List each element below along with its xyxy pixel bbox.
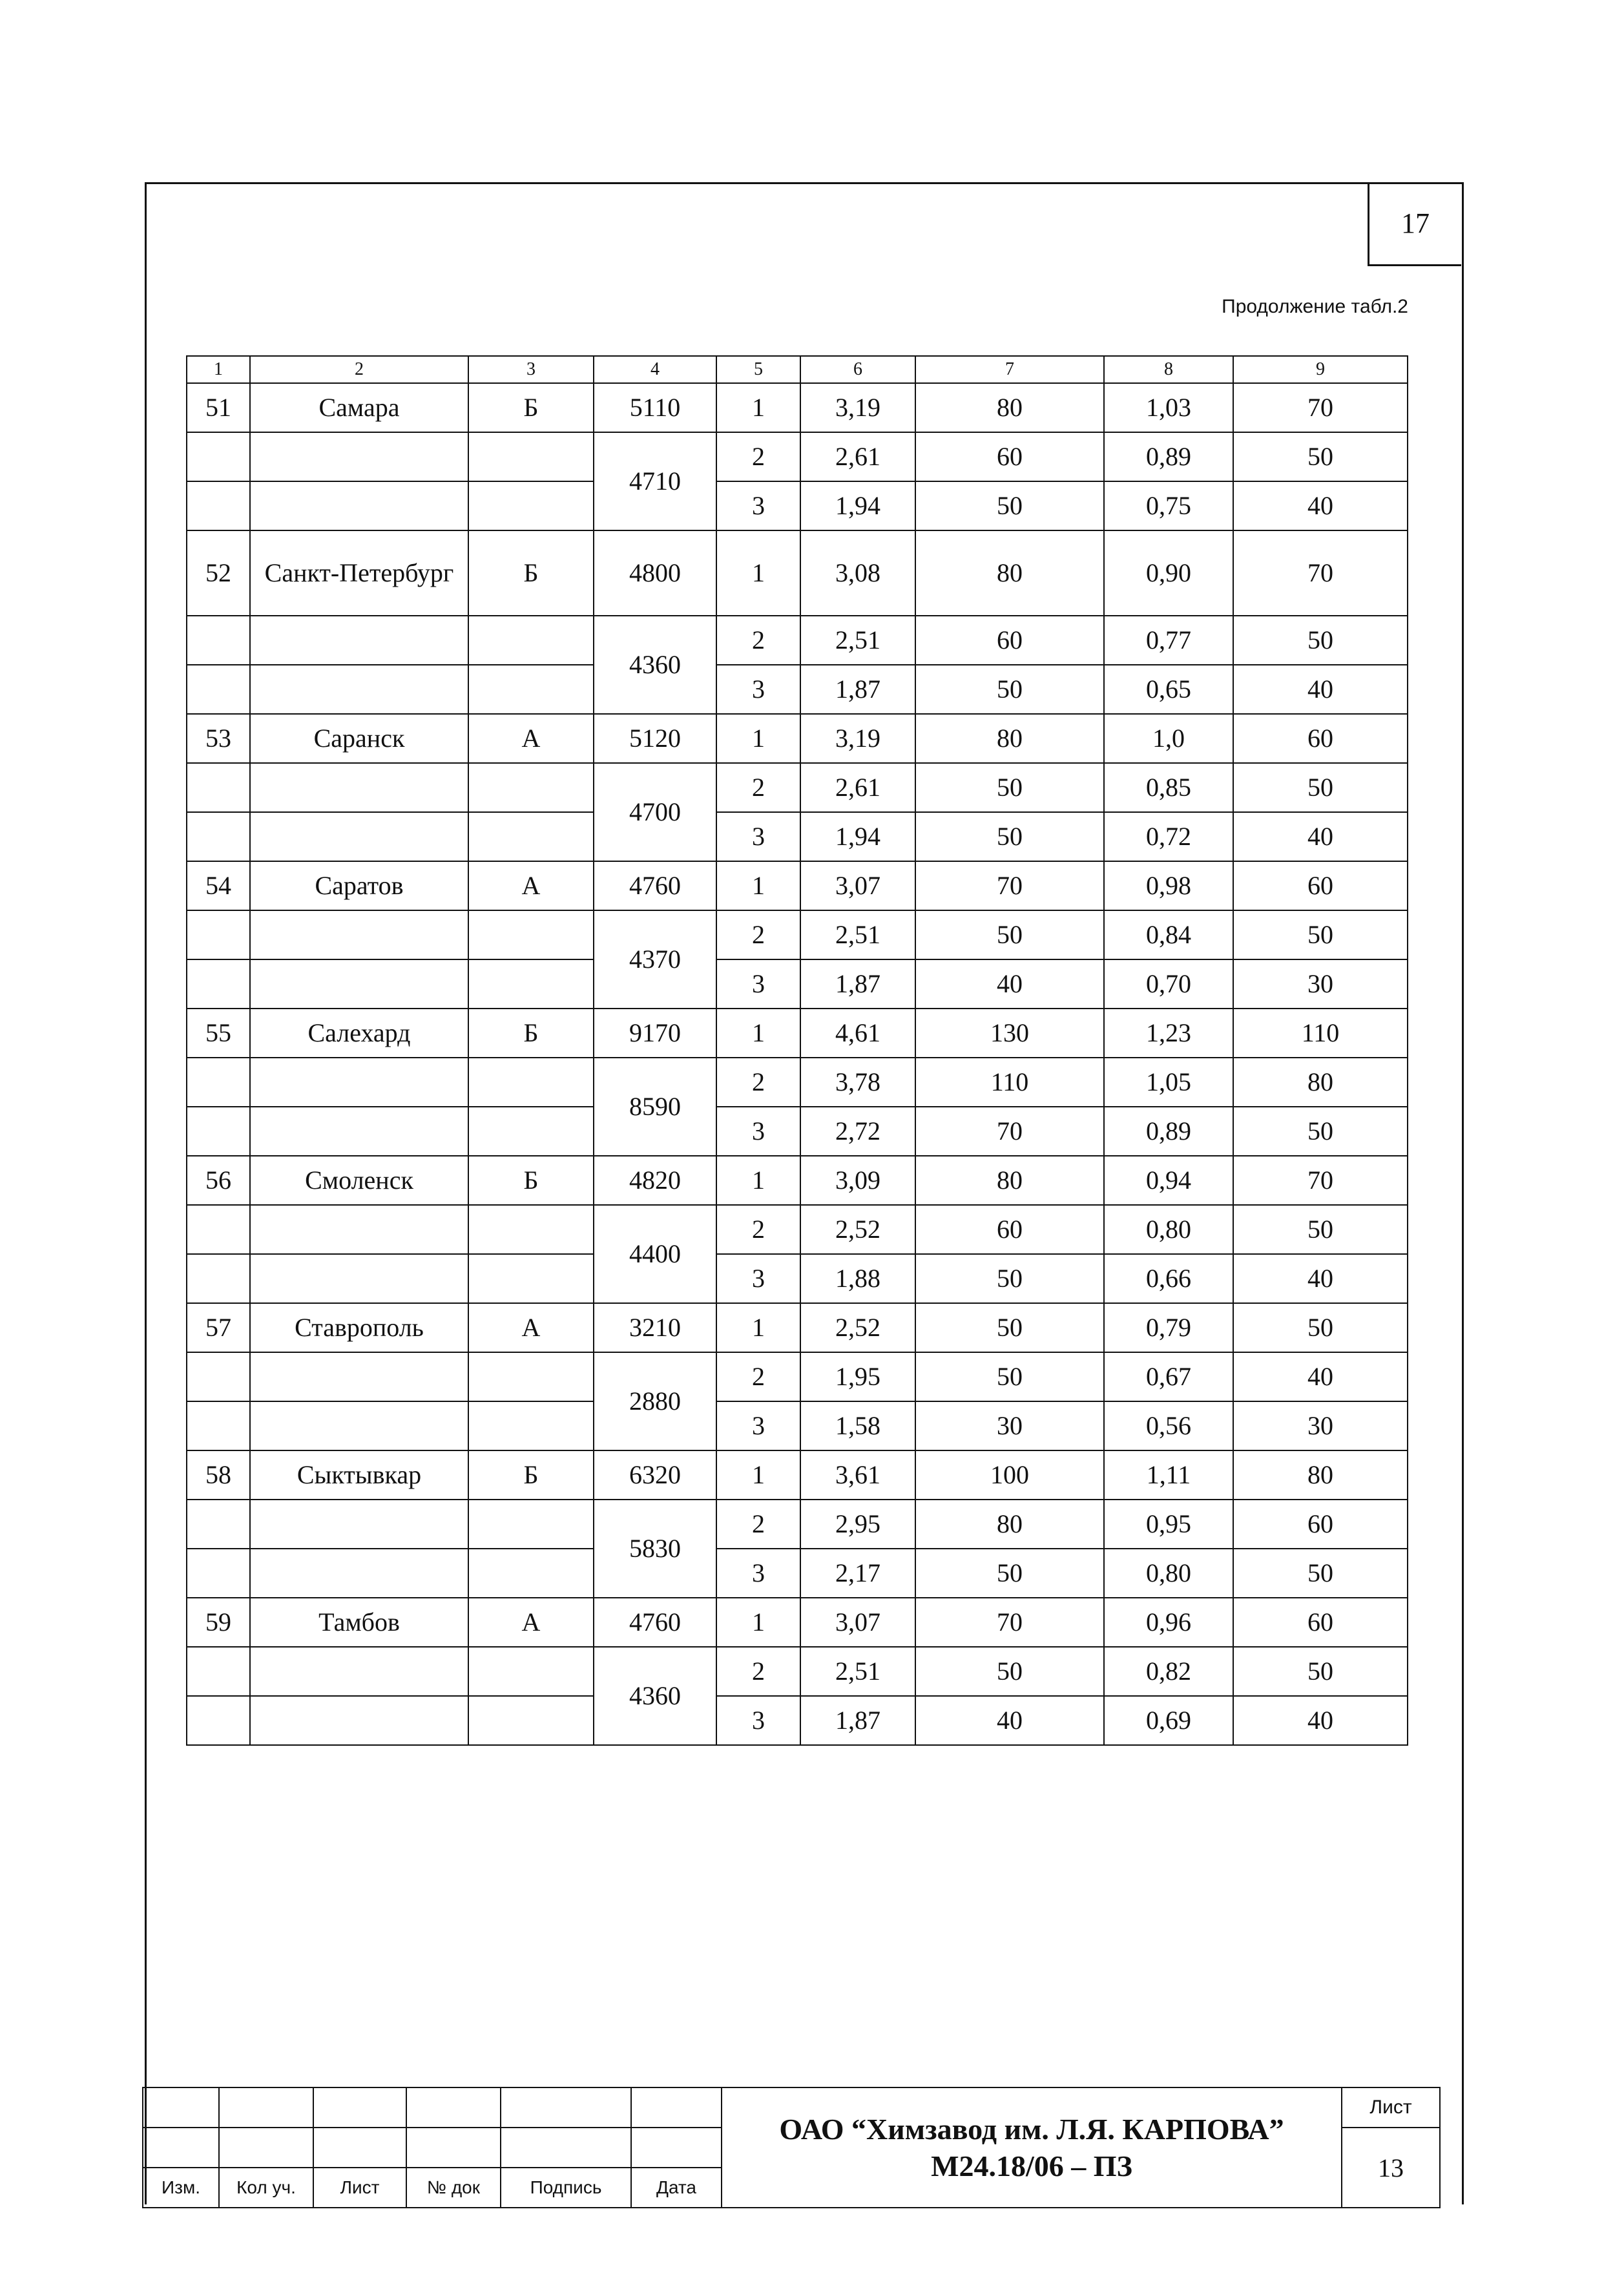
empty-cell — [468, 1647, 594, 1696]
column-5-value: 1 — [716, 1450, 800, 1500]
column-9-value: 40 — [1233, 1696, 1408, 1745]
column-7-value: 70 — [915, 1598, 1104, 1647]
column-6-value: 2,52 — [800, 1205, 915, 1254]
empty-cell — [187, 910, 250, 959]
column-8-value: 0,85 — [1104, 763, 1233, 812]
column-4-value: 4370 — [594, 910, 716, 1009]
city-name: Смоленск — [250, 1156, 468, 1205]
column-5-value: 2 — [716, 1647, 800, 1696]
column-6-value: 2,61 — [800, 432, 915, 481]
column-6-value: 1,94 — [800, 812, 915, 861]
column-4-value: 4360 — [594, 616, 716, 714]
column-9-value: 60 — [1233, 1598, 1408, 1647]
column-9-value: 40 — [1233, 481, 1408, 530]
empty-cell — [250, 1254, 468, 1303]
empty-cell — [468, 1401, 594, 1450]
column-9-value: 50 — [1233, 1205, 1408, 1254]
row-number: 51 — [187, 383, 250, 432]
column-9-value: 50 — [1233, 1107, 1408, 1156]
empty-cell — [187, 481, 250, 530]
column-7-value: 70 — [915, 1107, 1104, 1156]
column-8-value: 1,11 — [1104, 1450, 1233, 1500]
column-7-value: 110 — [915, 1058, 1104, 1107]
column-9-value: 30 — [1233, 959, 1408, 1009]
empty-cell — [468, 812, 594, 861]
column-number: 8 — [1104, 356, 1233, 383]
column-6-value: 2,17 — [800, 1549, 915, 1598]
column-4-value: 4360 — [594, 1647, 716, 1745]
column-9-value: 50 — [1233, 1549, 1408, 1598]
column-4-value: 9170 — [594, 1009, 716, 1058]
column-5-value: 2 — [716, 1500, 800, 1549]
organization-designation — [722, 2087, 1342, 2208]
empty-cell — [187, 616, 250, 665]
column-7-value: 80 — [915, 530, 1104, 616]
column-6-value: 1,87 — [800, 665, 915, 714]
category: Б — [468, 383, 594, 432]
column-4-value: 2880 — [594, 1352, 716, 1450]
stamp-cell — [631, 2128, 722, 2168]
table-row — [187, 910, 1408, 959]
column-8-value: 0,80 — [1104, 1205, 1233, 1254]
table-row — [187, 1254, 1408, 1303]
organization-name: ОАО “Химзавод им. Л.Я. КАРПОВА” — [779, 2112, 1284, 2146]
column-6-value: 3,61 — [800, 1450, 915, 1500]
column-9-value: 50 — [1233, 910, 1408, 959]
empty-cell — [468, 1696, 594, 1745]
column-number: 2 — [250, 356, 468, 383]
column-8-value: 1,0 — [1104, 714, 1233, 763]
column-4-value: 4710 — [594, 432, 716, 530]
column-4-value: 8590 — [594, 1058, 716, 1156]
column-6-value: 2,52 — [800, 1303, 915, 1352]
column-number-row — [187, 356, 1408, 383]
column-8-value: 0,56 — [1104, 1401, 1233, 1450]
column-8-value: 0,77 — [1104, 616, 1233, 665]
table-row — [187, 530, 1408, 616]
column-5-value: 3 — [716, 959, 800, 1009]
empty-cell — [468, 1352, 594, 1401]
column-9-value: 80 — [1233, 1058, 1408, 1107]
column-6-value: 1,87 — [800, 1696, 915, 1745]
column-9-value: 40 — [1233, 812, 1408, 861]
column-5-value: 1 — [716, 861, 800, 910]
column-7-value: 50 — [915, 1549, 1104, 1598]
stamp-label: Лист — [313, 2168, 406, 2208]
table-row — [187, 1303, 1408, 1352]
sheet-number: 13 — [1342, 2128, 1440, 2208]
empty-cell — [187, 1205, 250, 1254]
column-8-value: 0,95 — [1104, 1500, 1233, 1549]
column-9-value: 60 — [1233, 714, 1408, 763]
city-name: Тамбов — [250, 1598, 468, 1647]
category: А — [468, 1598, 594, 1647]
column-7-value: 30 — [915, 1401, 1104, 1450]
column-4-value: 4400 — [594, 1205, 716, 1303]
empty-cell — [468, 910, 594, 959]
column-5-value: 1 — [716, 714, 800, 763]
column-9-value: 40 — [1233, 1352, 1408, 1401]
empty-cell — [187, 1401, 250, 1450]
empty-cell — [468, 1205, 594, 1254]
column-9-value: 40 — [1233, 1254, 1408, 1303]
column-5-value: 3 — [716, 1696, 800, 1745]
empty-cell — [468, 616, 594, 665]
column-8-value: 0,70 — [1104, 959, 1233, 1009]
column-5-value: 1 — [716, 1009, 800, 1058]
category: Б — [468, 530, 594, 616]
stamp-label: Изм. — [143, 2168, 219, 2208]
empty-cell — [468, 1058, 594, 1107]
row-number: 57 — [187, 1303, 250, 1352]
category: А — [468, 714, 594, 763]
column-7-value: 80 — [915, 1156, 1104, 1205]
page-number: 17 — [1368, 182, 1461, 266]
column-number: 4 — [594, 356, 716, 383]
column-4-value: 4820 — [594, 1156, 716, 1205]
column-7-value: 50 — [915, 812, 1104, 861]
table-row — [187, 812, 1408, 861]
category: Б — [468, 1156, 594, 1205]
column-9-value: 50 — [1233, 1303, 1408, 1352]
table-row — [187, 1352, 1408, 1401]
column-6-value: 3,78 — [800, 1058, 915, 1107]
column-4-value: 5120 — [594, 714, 716, 763]
column-6-value: 1,95 — [800, 1352, 915, 1401]
column-5-value: 1 — [716, 1303, 800, 1352]
column-number: 7 — [915, 356, 1104, 383]
column-6-value: 1,94 — [800, 481, 915, 530]
empty-cell — [468, 1549, 594, 1598]
column-6-value: 2,95 — [800, 1500, 915, 1549]
table-row — [187, 1009, 1408, 1058]
row-number: 54 — [187, 861, 250, 910]
column-9-value: 50 — [1233, 616, 1408, 665]
empty-cell — [187, 1549, 250, 1598]
column-6-value: 3,09 — [800, 1156, 915, 1205]
table-row — [187, 763, 1408, 812]
column-6-value: 2,51 — [800, 1647, 915, 1696]
table-row — [187, 665, 1408, 714]
column-5-value: 3 — [716, 665, 800, 714]
column-8-value: 0,84 — [1104, 910, 1233, 959]
empty-cell — [468, 1500, 594, 1549]
table-row — [187, 959, 1408, 1009]
column-8-value: 0,96 — [1104, 1598, 1233, 1647]
empty-cell — [468, 432, 594, 481]
column-8-value: 0,75 — [1104, 481, 1233, 530]
column-4-value: 4760 — [594, 861, 716, 910]
column-5-value: 2 — [716, 1352, 800, 1401]
category: Б — [468, 1450, 594, 1500]
table-row — [187, 383, 1408, 432]
column-number: 6 — [800, 356, 915, 383]
empty-cell — [468, 959, 594, 1009]
stamp-cell — [313, 2128, 406, 2168]
column-7-value: 60 — [915, 432, 1104, 481]
stamp-cell — [406, 2087, 501, 2128]
stamp-label: Кол уч. — [219, 2168, 313, 2208]
city-name: Салехард — [250, 1009, 468, 1058]
column-8-value: 1,05 — [1104, 1058, 1233, 1107]
column-7-value: 100 — [915, 1450, 1104, 1500]
table-row — [187, 481, 1408, 530]
column-5-value: 3 — [716, 1549, 800, 1598]
column-9-value: 110 — [1233, 1009, 1408, 1058]
table-row — [187, 1450, 1408, 1500]
stamp-cell — [501, 2128, 631, 2168]
column-9-value: 40 — [1233, 665, 1408, 714]
column-7-value: 70 — [915, 861, 1104, 910]
column-8-value: 1,23 — [1104, 1009, 1233, 1058]
column-number: 9 — [1233, 356, 1408, 383]
column-5-value: 3 — [716, 1401, 800, 1450]
empty-cell — [187, 665, 250, 714]
empty-cell — [250, 1500, 468, 1549]
column-8-value: 0,65 — [1104, 665, 1233, 714]
row-number: 58 — [187, 1450, 250, 1500]
column-5-value: 2 — [716, 1205, 800, 1254]
column-6-value: 2,51 — [800, 910, 915, 959]
stamp-cell — [406, 2128, 501, 2168]
column-5-value: 1 — [716, 1156, 800, 1205]
column-4-value: 4800 — [594, 530, 716, 616]
table-row — [187, 1647, 1408, 1696]
sheet-label: Лист — [1342, 2087, 1440, 2128]
empty-cell — [250, 432, 468, 481]
column-7-value: 50 — [915, 665, 1104, 714]
column-5-value: 3 — [716, 1107, 800, 1156]
table-row — [187, 432, 1408, 481]
document-code: М24.18/06 – ПЗ — [931, 2150, 1132, 2182]
stamp-cell — [313, 2087, 406, 2128]
column-6-value: 2,61 — [800, 763, 915, 812]
column-8-value: 0,89 — [1104, 1107, 1233, 1156]
empty-cell — [250, 1205, 468, 1254]
column-4-value: 3210 — [594, 1303, 716, 1352]
column-9-value: 30 — [1233, 1401, 1408, 1450]
row-number: 56 — [187, 1156, 250, 1205]
column-7-value: 50 — [915, 1303, 1104, 1352]
category: А — [468, 1303, 594, 1352]
column-6-value: 1,58 — [800, 1401, 915, 1450]
stamp-cell — [219, 2087, 313, 2128]
column-9-value: 50 — [1233, 763, 1408, 812]
column-5-value: 3 — [716, 1254, 800, 1303]
empty-cell — [250, 665, 468, 714]
column-7-value: 130 — [915, 1009, 1104, 1058]
empty-cell — [250, 1107, 468, 1156]
table-row — [187, 861, 1408, 910]
column-number: 5 — [716, 356, 800, 383]
column-5-value: 2 — [716, 432, 800, 481]
column-4-value: 6320 — [594, 1450, 716, 1500]
city-name: Самара — [250, 383, 468, 432]
column-7-value: 50 — [915, 1254, 1104, 1303]
empty-cell — [187, 1058, 250, 1107]
table-row — [187, 1156, 1408, 1205]
column-9-value: 70 — [1233, 1156, 1408, 1205]
column-6-value: 3,08 — [800, 530, 915, 616]
stamp-cell — [143, 2087, 219, 2128]
column-5-value: 2 — [716, 763, 800, 812]
column-7-value: 60 — [915, 1205, 1104, 1254]
column-5-value: 2 — [716, 910, 800, 959]
empty-cell — [187, 1647, 250, 1696]
empty-cell — [468, 1254, 594, 1303]
column-9-value: 80 — [1233, 1450, 1408, 1500]
row-number: 53 — [187, 714, 250, 763]
city-name: Сыктывкар — [250, 1450, 468, 1500]
empty-cell — [187, 1696, 250, 1745]
row-number: 52 — [187, 530, 250, 616]
column-6-value: 3,19 — [800, 714, 915, 763]
column-8-value: 0,80 — [1104, 1549, 1233, 1598]
column-number: 3 — [468, 356, 594, 383]
empty-cell — [187, 432, 250, 481]
empty-cell — [250, 1058, 468, 1107]
empty-cell — [250, 1647, 468, 1696]
empty-cell — [187, 959, 250, 1009]
empty-cell — [250, 1696, 468, 1745]
column-4-value: 5830 — [594, 1500, 716, 1598]
column-8-value: 0,94 — [1104, 1156, 1233, 1205]
column-4-value: 4760 — [594, 1598, 716, 1647]
column-6-value: 1,87 — [800, 959, 915, 1009]
column-5-value: 1 — [716, 1598, 800, 1647]
table-row — [187, 1500, 1408, 1549]
table-row — [187, 1598, 1408, 1647]
column-5-value: 1 — [716, 383, 800, 432]
table-row — [187, 1058, 1408, 1107]
column-4-value: 5110 — [594, 383, 716, 432]
empty-cell — [250, 910, 468, 959]
empty-cell — [187, 1254, 250, 1303]
stamp-label: Подпись — [501, 2168, 631, 2208]
city-name: Саранск — [250, 714, 468, 763]
empty-cell — [250, 959, 468, 1009]
column-5-value: 3 — [716, 481, 800, 530]
column-7-value: 50 — [915, 1647, 1104, 1696]
column-5-value: 3 — [716, 812, 800, 861]
column-7-value: 50 — [915, 910, 1104, 959]
empty-cell — [468, 1107, 594, 1156]
category: Б — [468, 1009, 594, 1058]
column-6-value: 4,61 — [800, 1009, 915, 1058]
table-row — [187, 714, 1408, 763]
title-block — [142, 2087, 1441, 2208]
empty-cell — [187, 1500, 250, 1549]
column-6-value: 3,07 — [800, 1598, 915, 1647]
empty-cell — [250, 763, 468, 812]
table-row — [187, 1401, 1408, 1450]
empty-cell — [250, 1352, 468, 1401]
column-8-value: 0,72 — [1104, 812, 1233, 861]
empty-cell — [187, 1352, 250, 1401]
column-7-value: 80 — [915, 1500, 1104, 1549]
column-8-value: 0,67 — [1104, 1352, 1233, 1401]
category: А — [468, 861, 594, 910]
empty-cell — [250, 1549, 468, 1598]
column-8-value: 0,98 — [1104, 861, 1233, 910]
column-9-value: 70 — [1233, 383, 1408, 432]
stamp-cell — [143, 2128, 219, 2168]
stamp-cell — [631, 2087, 722, 2128]
column-7-value: 50 — [915, 1352, 1104, 1401]
column-8-value: 0,82 — [1104, 1647, 1233, 1696]
column-7-value: 80 — [915, 714, 1104, 763]
empty-cell — [468, 763, 594, 812]
column-8-value: 0,89 — [1104, 432, 1233, 481]
column-8-value: 0,90 — [1104, 530, 1233, 616]
column-7-value: 40 — [915, 1696, 1104, 1745]
table-row — [187, 616, 1408, 665]
row-number: 55 — [187, 1009, 250, 1058]
column-8-value: 0,69 — [1104, 1696, 1233, 1745]
column-6-value: 3,07 — [800, 861, 915, 910]
column-7-value: 50 — [915, 481, 1104, 530]
column-9-value: 50 — [1233, 1647, 1408, 1696]
empty-cell — [468, 481, 594, 530]
column-8-value: 1,03 — [1104, 383, 1233, 432]
column-5-value: 2 — [716, 1058, 800, 1107]
empty-cell — [250, 616, 468, 665]
stamp-label: Дата — [631, 2168, 722, 2208]
stamp-cell — [501, 2087, 631, 2128]
column-9-value: 60 — [1233, 861, 1408, 910]
column-number: 1 — [187, 356, 250, 383]
table-row — [187, 1549, 1408, 1598]
column-6-value: 2,51 — [800, 616, 915, 665]
column-7-value: 60 — [915, 616, 1104, 665]
column-9-value: 70 — [1233, 530, 1408, 616]
table-row — [187, 1205, 1408, 1254]
column-7-value: 50 — [915, 763, 1104, 812]
city-name: Ставрополь — [250, 1303, 468, 1352]
city-name: Санкт-Петербург — [250, 530, 468, 616]
column-9-value: 60 — [1233, 1500, 1408, 1549]
column-5-value: 2 — [716, 616, 800, 665]
empty-cell — [187, 1107, 250, 1156]
table-row — [187, 1107, 1408, 1156]
empty-cell — [187, 763, 250, 812]
row-number: 59 — [187, 1598, 250, 1647]
column-6-value: 1,88 — [800, 1254, 915, 1303]
column-6-value: 3,19 — [800, 383, 915, 432]
empty-cell — [250, 812, 468, 861]
stamp-cell — [219, 2128, 313, 2168]
column-8-value: 0,66 — [1104, 1254, 1233, 1303]
column-5-value: 1 — [716, 530, 800, 616]
stamp-label: № док — [406, 2168, 501, 2208]
column-4-value: 4700 — [594, 763, 716, 861]
empty-cell — [250, 1401, 468, 1450]
table-row — [187, 1696, 1408, 1745]
empty-cell — [250, 481, 468, 530]
column-7-value: 40 — [915, 959, 1104, 1009]
column-6-value: 2,72 — [800, 1107, 915, 1156]
column-7-value: 80 — [915, 383, 1104, 432]
data-table — [186, 355, 1408, 1746]
table-continuation-label: Продолжение табл.2 — [1222, 296, 1408, 317]
empty-cell — [187, 812, 250, 861]
column-9-value: 50 — [1233, 432, 1408, 481]
empty-cell — [468, 665, 594, 714]
column-8-value: 0,79 — [1104, 1303, 1233, 1352]
city-name: Саратов — [250, 861, 468, 910]
